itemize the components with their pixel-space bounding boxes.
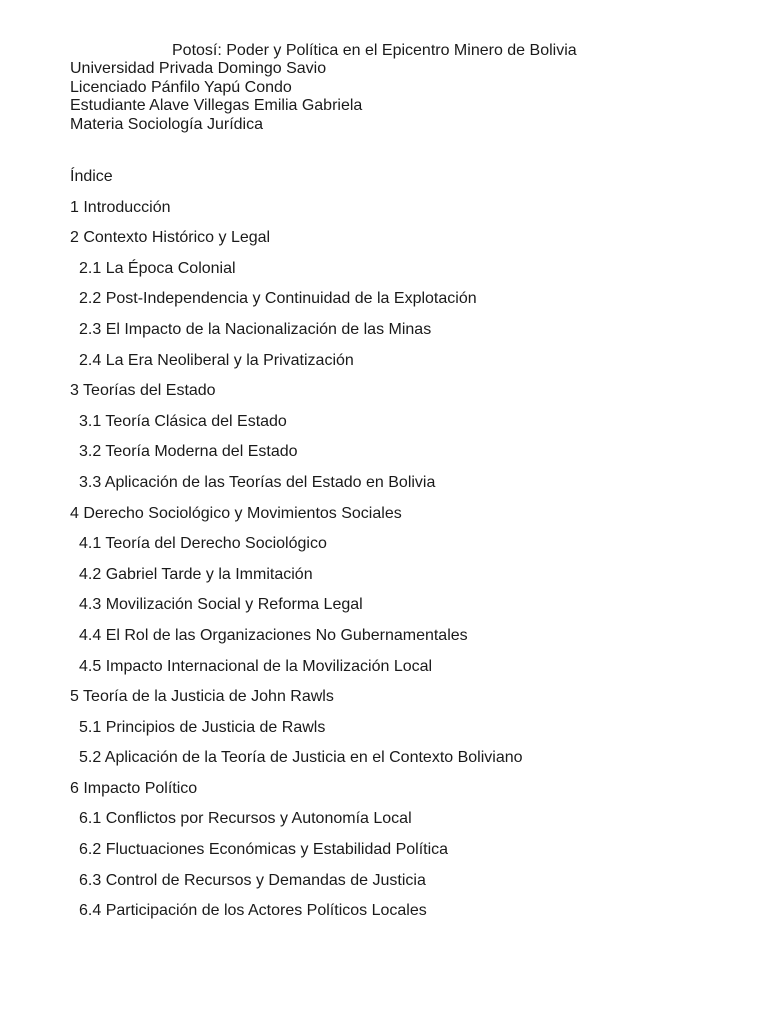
toc-subsection-item[interactable]: 6.3 Control de Recursos y Demandas de Justicia <box>79 871 426 889</box>
toc-list <box>70 198 523 932</box>
toc-subsection-item[interactable]: 5.2 Aplicación de la Teoría de Justicia en el Contexto Boliviano <box>79 749 523 767</box>
document-header <box>70 60 362 134</box>
toc-subsection-item[interactable]: 4.4 El Rol de las Organizaciones No Gubernamentales <box>79 626 468 644</box>
subject-line: Materia Sociología Jurídica <box>70 115 263 133</box>
toc-section-item[interactable]: 3 Teorías del Estado <box>70 382 216 400</box>
toc-heading: Índice <box>70 168 113 185</box>
table-of-contents <box>70 167 523 932</box>
toc-section-item[interactable]: 2 Contexto Histórico y Legal <box>70 229 271 247</box>
toc-subsection-item[interactable]: 3.2 Teoría Moderna del Estado <box>79 443 298 461</box>
university-line: Universidad Privada Domingo Savio <box>70 60 327 77</box>
toc-subsection-item[interactable]: 4.2 Gabriel Tarde y la Immitación <box>79 565 313 583</box>
professor-line: Licenciado Pánfilo Yapú Condo <box>70 78 292 96</box>
toc-section-item[interactable]: 4 Derecho Sociológico y Movimientos Sociales <box>70 504 402 522</box>
toc-subsection-item[interactable]: 2.1 La Época Colonial <box>79 259 236 277</box>
toc-subsection-item[interactable]: 4.5 Impacto Internacional de la Movilización Local <box>79 657 433 675</box>
toc-subsection-item[interactable]: 6.2 Fluctuaciones Económicas y Estabilidad Política <box>79 841 449 859</box>
toc-section-item[interactable]: 1 Introducción <box>70 198 171 216</box>
document-title: Potosí: Poder y Política en el Epicentro Minero de Bolivia <box>172 42 577 59</box>
toc-subsection-item[interactable]: 5.1 Principios de Justicia de Rawls <box>79 718 326 736</box>
toc-subsection-item[interactable]: 3.3 Aplicación de las Teorías del Estado en Bolivia <box>79 473 436 491</box>
toc-subsection-item[interactable]: 2.2 Post-Independencia y Continuidad de la Explotación <box>79 290 477 308</box>
toc-section-item[interactable]: 6 Impacto Político <box>70 779 198 797</box>
toc-subsection-item[interactable]: 6.1 Conflictos por Recursos y Autonomía Local <box>79 810 412 828</box>
toc-section-item[interactable]: 5 Teoría de la Justicia de John Rawls <box>70 688 334 706</box>
toc-subsection-item[interactable]: 3.1 Teoría Clásica del Estado <box>79 412 287 430</box>
toc-subsection-item[interactable]: 4.1 Teoría del Derecho Sociológico <box>79 535 327 553</box>
student-line: Estudiante Alave Villegas Emilia Gabriela <box>70 97 363 114</box>
toc-subsection-item[interactable]: 4.3 Movilización Social y Reforma Legal <box>79 596 363 614</box>
toc-subsection-item[interactable]: 2.4 La Era Neoliberal y la Privatización <box>79 351 354 369</box>
toc-subsection-item[interactable]: 2.3 El Impacto de la Nacionalización de las Minas <box>79 320 432 338</box>
toc-subsection-item[interactable]: 6.4 Participación de los Actores Políticos Locales <box>79 902 427 920</box>
